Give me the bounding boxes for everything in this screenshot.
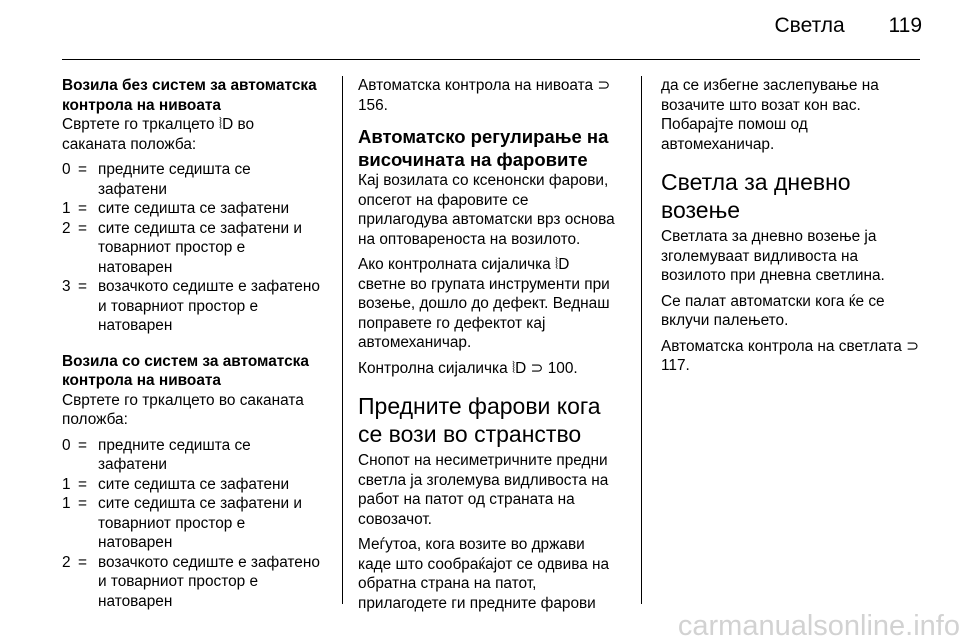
section-title: Светла за дневно возење (661, 169, 851, 223)
paragraph: Автоматска контрола на нивоата ⊃ 156. (358, 77, 611, 114)
header-rule (62, 59, 920, 60)
paragraph: Се палат автоматски кога ќе се вклучи палењето. (661, 292, 885, 329)
list-item-text: предните седишта се зафатени (98, 161, 251, 198)
list-item-text: возачкото седиште е зафатено и товарниот простор е натоварен (98, 278, 320, 334)
list-item-equals: = (78, 475, 87, 493)
list-item-number: 1 (62, 200, 71, 217)
list-item (62, 553, 320, 612)
paragraph: да се избегне заслепување на возачите што возат кон вас. Побарајте помош од автомеханичар. (661, 77, 879, 153)
list-item-text: сите седишта се зафатени и товарниот простор е натоварен (98, 219, 302, 276)
list-item-number: 2 (62, 553, 71, 571)
column-divider (342, 76, 343, 604)
list-item-equals: = (78, 200, 87, 217)
section-heading: Возила со систем за автоматска контрола на нивоата (62, 352, 309, 389)
paragraph: Светлата за дневно возење ја зголемуваат видливоста на возилото при дневна светлина. (661, 228, 885, 284)
page-title: Светла (774, 14, 845, 37)
list-item-number: 0 (62, 436, 71, 454)
list-item (62, 160, 320, 199)
page-number: 119 (888, 14, 922, 37)
paragraph: Свртете го тркалцето ⦚D во саканата положба: (62, 116, 255, 153)
list-item (62, 475, 320, 495)
list-item (62, 199, 320, 219)
section-title: Предните фарови кога се вози во странство (358, 393, 601, 447)
list-item-number: 3 (62, 278, 71, 295)
list-item (62, 436, 320, 475)
list-item-equals: = (78, 219, 87, 237)
list-item-text: предните седишта се зафатени (98, 436, 251, 473)
paragraph: Контролна сијаличка ⦚D ⊃ 100. (358, 359, 578, 377)
list-item-text: сите седишта се зафатени и товарниот простор е натоварен (98, 495, 302, 551)
section-heading: Возила без систем за автоматска контрола на нивоата (62, 77, 317, 114)
column-3 (661, 76, 923, 382)
paragraph: Свртете го тркалцето во саканата положба: (62, 391, 304, 428)
column-divider (641, 76, 642, 604)
column-1 (62, 76, 320, 627)
list-item-text: сите седишта се зафатени (98, 475, 290, 493)
list-item (62, 277, 320, 336)
position-list (62, 160, 320, 336)
paragraph: Снопот на несиметричните предни светла ја зголемува видливоста на работ на патот од страната на совозачот. (358, 452, 609, 528)
list-item-number: 1 (62, 495, 71, 512)
column-2 (358, 76, 616, 619)
paragraph: Меѓутоа, кога возите во држави каде што сообраќајот се одвива на обратна страна на патот, прилагодете ги предните фарови (358, 536, 610, 612)
list-item-equals: = (78, 553, 87, 571)
list-item (62, 219, 320, 278)
paragraph: Автоматска контрола на светлата ⊃ 117. (661, 337, 920, 374)
section-heading: Автоматско регулирање на височината на фаровите (358, 126, 609, 170)
paragraph: Кај возилата со ксенонски фарови, опсегот на фаровите се прилагодува автоматски врз основа на оптовареноста на возилото. (358, 172, 615, 248)
list-item-equals: = (78, 278, 87, 295)
watermark: carmanualsonline.info (677, 610, 960, 642)
list-item-text: сите седишта се зафатени (98, 200, 290, 217)
list-item-equals: = (78, 495, 87, 512)
list-item-number: 2 (62, 219, 71, 237)
list-item-number: 0 (62, 161, 71, 178)
paragraph: Ако контролната сијаличка ⦚D светне во групата инструменти при возење, дошло до дефект. Веднаш поправете го дефектот кај автомеханичар. (358, 256, 610, 351)
position-list (62, 436, 320, 612)
list-item (62, 494, 320, 553)
list-item-number: 1 (62, 475, 71, 493)
page-header (775, 14, 923, 38)
list-item-equals: = (78, 161, 87, 178)
list-item-text: возачкото седиште е зафатено и товарниот простор е натоварен (98, 553, 320, 610)
list-item-equals: = (78, 436, 87, 454)
